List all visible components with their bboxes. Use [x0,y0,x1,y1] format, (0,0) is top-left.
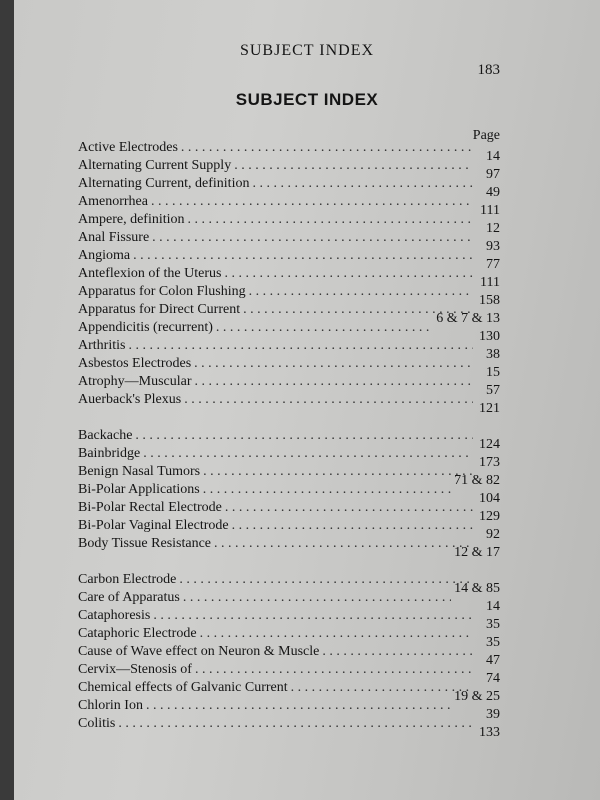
index-term: Anteflexion of the Uterus [78,266,222,281]
leader-dots [179,571,473,589]
index-page: 14 & 85 [454,581,500,596]
leader-dots [183,589,451,607]
index-entry [78,257,500,283]
index-term: Bainbridge [78,446,141,461]
index-term: Apparatus for Colon Flushing [78,284,246,299]
index-page: 129 [479,509,500,524]
leader-dots [322,643,473,661]
page-number: 183 [477,62,500,78]
leader-dots [249,283,473,301]
leader-dots [118,715,473,733]
index-page: 35 [486,635,500,650]
running-head: SUBJECT INDEX [239,42,375,59]
index-page: 71 & 82 [454,473,500,488]
index-term: Active Electrodes [78,140,178,155]
index-term: Bi-Polar Rectal Electrode [78,500,222,515]
index-page: 38 [486,347,500,362]
index-term: Auerback's Plexus [78,392,182,407]
index-term: Ampere, definition [78,212,185,227]
index-entries [78,139,500,740]
index-term: Arthritis [78,338,126,353]
leader-dots [291,679,473,697]
index-term: Cervix—Stenosis of [78,662,192,677]
index-page: 6 & 7 & 13 [436,311,500,326]
index-title: SUBJECT INDEX [235,90,379,109]
index-term: Alternating Current, definition [78,176,250,191]
index-entry [78,571,500,589]
leader-dots [181,139,473,157]
index-term: Bi-Polar Applications [78,482,200,497]
index-page: 77 [486,257,500,272]
leader-dots [135,427,473,445]
index-term: Carbon Electrode [78,572,177,587]
index-entry [78,599,500,625]
leader-dots [133,247,473,265]
index-page: 133 [479,725,500,740]
index-entry [78,275,500,301]
page-column-label: Page [472,128,500,143]
index-entry [78,239,500,265]
index-term: Benign Nasal Tumors [78,464,201,479]
index-page: 121 [479,401,500,416]
index-entry [78,329,500,355]
index-entry [78,311,500,337]
index-term: Backache [78,428,133,443]
index-term: Bi-Polar Vaginal Electrode [78,518,229,533]
index-entry [78,617,500,643]
index-page: 57 [486,383,500,398]
index-page: 49 [486,185,500,200]
index-entry [78,383,500,409]
leader-dots [225,499,473,517]
index-term: Cataphoresis [78,608,151,623]
leader-dots [194,355,473,373]
leader-dots [203,463,473,481]
index-page: 12 & 17 [454,545,500,560]
index-entry [78,203,500,229]
group-gap [78,409,500,427]
leader-dots [152,229,473,247]
index-page: 92 [486,527,500,542]
leader-dots [195,661,473,679]
index-term: Care of Apparatus [78,590,180,605]
index-entry [78,689,500,715]
index-page: 97 [486,167,500,182]
index-page: 14 [486,149,500,164]
index-entry [78,707,500,733]
index-entry [78,653,500,679]
index-entry [78,437,500,463]
index-page: 15 [486,365,500,380]
index-page: 14 [486,599,500,614]
index-page: 12 [486,221,500,236]
index-page: 158 [479,293,500,308]
leader-dots [216,319,433,337]
index-term: Alternating Current Supply [78,158,232,173]
index-term: Colitis [78,716,116,731]
index-page: 47 [486,653,500,668]
leader-dots [146,697,451,715]
index-entry [78,139,500,157]
index-page: 173 [479,455,500,470]
leader-dots [200,625,473,643]
index-entry [78,671,500,697]
index-entry [78,491,500,517]
index-term: Anal Fissure [78,230,150,245]
index-term: Asbestos Electrodes [78,356,192,371]
index-page: 111 [480,275,500,290]
index-term: Cataphoric Electrode [78,626,197,641]
index-term: Angioma [78,248,131,263]
leader-dots [143,445,473,463]
index-entry [78,455,500,481]
index-term: Chlorin Ion [78,698,143,713]
leader-dots [128,337,473,355]
leader-dots [214,535,473,553]
index-page: 104 [479,491,500,506]
index-term: Atrophy—Muscular [78,374,192,389]
leader-dots [151,193,473,211]
leader-dots [224,265,473,283]
index-entry [78,581,500,607]
index-page: 124 [479,437,500,452]
index-entry [78,509,500,535]
index-page: 19 & 25 [454,689,500,704]
index-page: 111 [480,203,500,218]
index-term: Amenorrhea [78,194,148,209]
leader-dots [195,373,473,391]
leader-dots [184,391,473,409]
leader-dots [153,607,473,625]
leader-dots [234,157,473,175]
leader-dots [203,481,451,499]
leader-dots [232,517,473,535]
index-entry [78,167,500,193]
book-page [14,0,600,800]
index-entry [78,527,500,553]
index-entry [78,427,500,445]
index-term: Apparatus for Direct Current [78,302,241,317]
index-entry [78,365,500,391]
group-gap [78,553,500,571]
index-term: Chemical effects of Galvanic Current [78,680,288,695]
index-term: Cause of Wave effect on Neuron & Muscle [78,644,320,659]
index-page: 130 [479,329,500,344]
index-entry [78,347,500,373]
index-term: Body Tissue Resistance [78,536,212,551]
index-entry [78,635,500,661]
leader-dots [188,211,473,229]
index-page: 35 [486,617,500,632]
index-entry [78,473,500,499]
index-entry [78,221,500,247]
leader-dots [252,175,473,193]
index-page: 74 [486,671,500,686]
index-page: 93 [486,239,500,254]
index-term: Appendicitis (recurrent) [78,320,213,335]
index-page: 39 [486,707,500,722]
index-entry [78,185,500,211]
index-entry [78,149,500,175]
